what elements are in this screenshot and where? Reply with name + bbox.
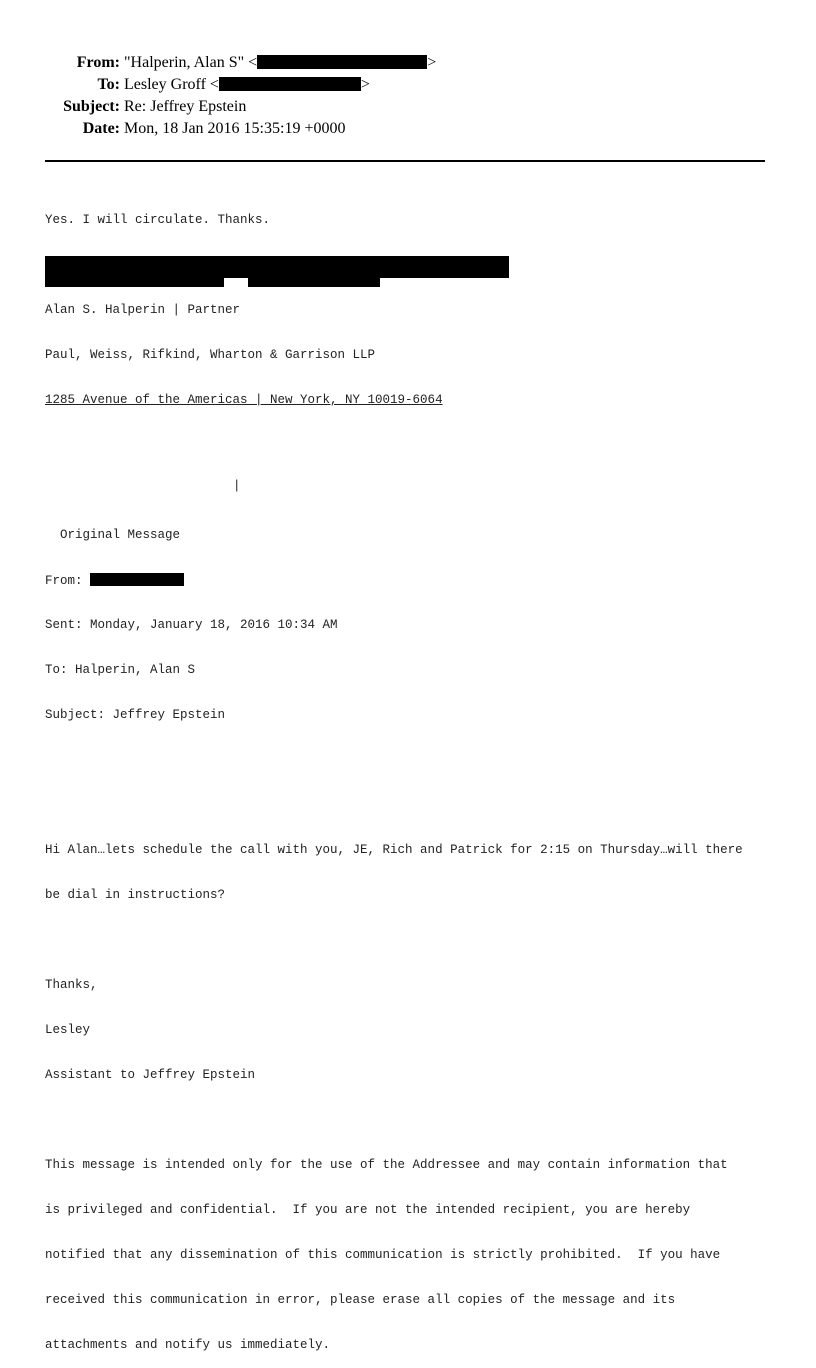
message-line-2: be dial in instructions? bbox=[45, 888, 226, 902]
header-divider bbox=[45, 160, 765, 162]
disclaimer-line-5: attachments and notify us immediately. bbox=[45, 1338, 331, 1352]
subject-value: Re: Jeffrey Epstein bbox=[124, 98, 247, 115]
closing-title: Assistant to Jeffrey Epstein bbox=[45, 1068, 256, 1082]
signature-separator: | bbox=[233, 479, 241, 493]
to-close: > bbox=[360, 76, 370, 93]
redacted-phone-line bbox=[45, 438, 743, 453]
original-from-label: From: bbox=[45, 574, 91, 588]
disclaimer-line-3: notified that any dissemination of this communication is strictly prohibited. If you have bbox=[45, 1248, 721, 1262]
to-label: To: bbox=[97, 76, 120, 93]
closing-name: Lesley bbox=[45, 1023, 91, 1037]
email-body bbox=[45, 183, 743, 1368]
original-subject: Subject: Jeffrey Epstein bbox=[45, 708, 226, 722]
date-value: Mon, 18 Jan 2016 15:35:19 +0000 bbox=[124, 120, 346, 137]
from-value bbox=[124, 52, 436, 74]
redacted-email bbox=[257, 55, 427, 69]
message-line-1: Hi Alan…lets schedule the call with you, JE, Rich and Patrick for 2:15 on Thursday…will there bbox=[45, 843, 743, 857]
reply-text: Yes. I will circulate. Thanks. bbox=[45, 213, 271, 227]
original-message-header: Original Message bbox=[45, 528, 181, 542]
redacted-sender bbox=[90, 573, 184, 586]
signature-firm: Paul, Weiss, Rifkind, Wharton & Garrison LLP bbox=[45, 348, 376, 362]
original-sent: Sent: Monday, January 18, 2016 10:34 AM bbox=[45, 618, 338, 632]
from-sender: "Halperin, Alan S" < bbox=[124, 54, 258, 71]
date-label: Date: bbox=[82, 120, 120, 137]
disclaimer-line-4: received this communication in error, please erase all copies of the message and its bbox=[45, 1293, 676, 1307]
to-value bbox=[124, 74, 370, 96]
closing-thanks: Thanks, bbox=[45, 978, 98, 992]
signature-name: Alan S. Halperin | Partner bbox=[45, 303, 241, 317]
disclaimer-line-2: is privileged and confidential. If you are not the intended recipient, you are hereby bbox=[45, 1203, 691, 1217]
signature-address: 1285 Avenue of the Americas | New York, NY 10019-6064 bbox=[45, 393, 443, 407]
redaction-block bbox=[45, 278, 224, 287]
redaction-block bbox=[248, 278, 380, 287]
redaction-block bbox=[45, 256, 509, 278]
to-recipient: Lesley Groff < bbox=[124, 76, 219, 93]
redacted-email bbox=[219, 77, 361, 91]
original-to: To: Halperin, Alan S bbox=[45, 663, 196, 677]
redacted-contact-line bbox=[45, 479, 743, 498]
original-from bbox=[45, 573, 743, 588]
subject-label: Subject: bbox=[63, 98, 120, 115]
disclaimer-line-1: This message is intended only for the use of the Addressee and may contain information that bbox=[45, 1158, 728, 1172]
from-close: > bbox=[427, 54, 437, 71]
from-label: From: bbox=[76, 54, 120, 71]
